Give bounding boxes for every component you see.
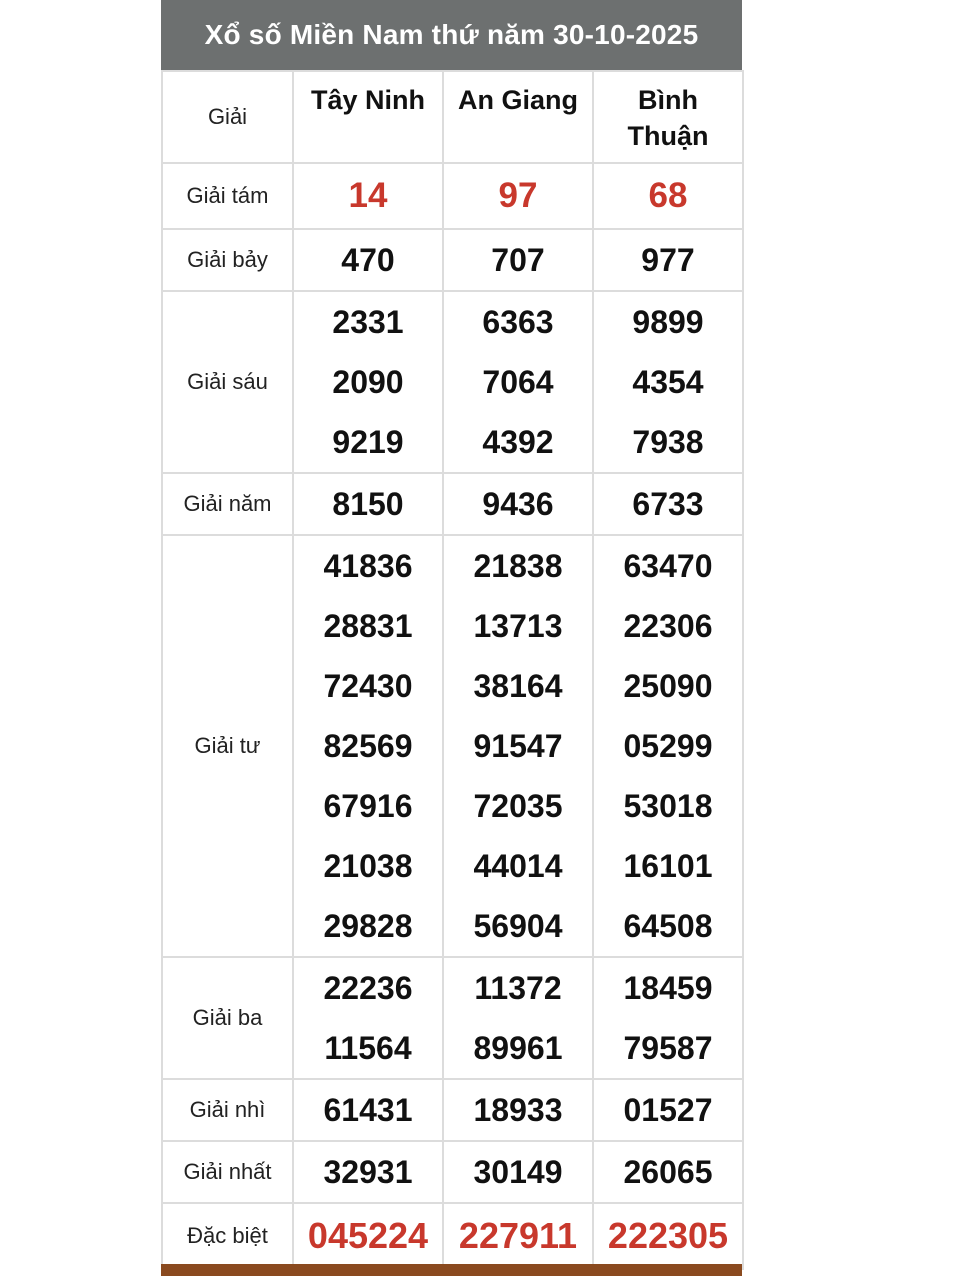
prize-row-giai-ba (162, 957, 743, 1079)
prize-number: 05299 (623, 728, 713, 764)
prize-number: 82569 (323, 728, 413, 764)
prize-cell (593, 291, 743, 473)
prize-cell (593, 1203, 743, 1269)
prize-label: Giải sáu (162, 291, 293, 473)
prize-number: 977 (641, 242, 695, 278)
prize-number: 6363 (482, 304, 554, 340)
prize-number: 41836 (323, 548, 413, 584)
prize-number: 18933 (473, 1092, 563, 1128)
prize-label: Giải nhì (162, 1079, 293, 1141)
page-title: Xổ số Miền Nam thứ năm 30-10-2025 (161, 0, 742, 70)
prize-cell (443, 535, 593, 957)
footer-bar (161, 1264, 742, 1276)
prize-label: Giải bảy (162, 229, 293, 291)
prize-number: 68 (648, 176, 688, 215)
prize-number: 72035 (473, 788, 563, 824)
prize-number: 53018 (623, 788, 713, 824)
prize-number: 28831 (323, 608, 413, 644)
prize-number: 25090 (623, 668, 713, 704)
prize-cell (443, 229, 593, 291)
prize-number: 11564 (324, 1030, 412, 1066)
prize-number: 22236 (323, 970, 413, 1006)
prize-number: 32931 (323, 1154, 413, 1190)
prize-number: 14 (348, 176, 388, 215)
prize-number: 21038 (323, 848, 413, 884)
prize-number: 470 (341, 242, 395, 278)
prize-number: 38164 (473, 668, 563, 704)
prize-cell (293, 1203, 443, 1269)
prize-number: 6733 (632, 486, 704, 522)
prize-cell (593, 229, 743, 291)
special-prize-number: 227911 (458, 1215, 578, 1256)
prize-cell (293, 957, 443, 1079)
prize-cell (443, 957, 593, 1079)
prize-cell (293, 163, 443, 229)
prize-cell (593, 1079, 743, 1141)
prize-row-dac-biet (162, 1203, 743, 1269)
prize-cell (443, 163, 593, 229)
prize-number: 22306 (623, 608, 713, 644)
prize-cell (443, 1079, 593, 1141)
prize-column-header: Giải (162, 71, 293, 163)
prize-number: 61431 (323, 1092, 413, 1128)
prize-number: 72430 (323, 668, 413, 704)
prize-number: 30149 (473, 1154, 563, 1190)
prize-row-giai-bay (162, 229, 743, 291)
prize-number: 21838 (473, 548, 563, 584)
prize-cell (293, 291, 443, 473)
prize-label: Giải ba (162, 957, 293, 1079)
prize-row-giai-nhi (162, 1079, 743, 1141)
header-row (162, 71, 743, 163)
prize-number: 707 (491, 242, 545, 278)
prize-cell (293, 1141, 443, 1203)
prize-row-giai-nhat (162, 1141, 743, 1203)
prize-number: 11372 (474, 970, 562, 1006)
prize-cell (443, 1141, 593, 1203)
prize-number: 2090 (332, 364, 404, 400)
special-prize-number: 045224 (307, 1215, 429, 1256)
province-header-binh-thuan[interactable]: Bình Thuận (593, 71, 743, 163)
prize-row-giai-tam (162, 163, 743, 229)
prize-row-giai-tu (162, 535, 743, 957)
special-prize-number: 222305 (607, 1215, 729, 1256)
prize-number: 26065 (623, 1154, 713, 1190)
prize-number: 79587 (623, 1030, 713, 1066)
prize-number: 9219 (332, 424, 404, 460)
prize-cell (293, 229, 443, 291)
prize-number: 63470 (623, 548, 713, 584)
prize-cell (593, 163, 743, 229)
prize-number: 4392 (482, 424, 554, 460)
prize-label: Đặc biệt (162, 1203, 293, 1269)
prize-cell (593, 1141, 743, 1203)
prize-number: 64508 (623, 908, 713, 944)
prize-cell (293, 1079, 443, 1141)
prize-cell (443, 1203, 593, 1269)
prize-number: 7938 (632, 424, 704, 460)
prize-row-giai-nam (162, 473, 743, 535)
prize-cell (293, 535, 443, 957)
prize-number: 44014 (473, 848, 563, 884)
prize-number: 91547 (473, 728, 563, 764)
prize-cell (593, 957, 743, 1079)
prize-number: 9436 (482, 486, 554, 522)
results-table (161, 70, 744, 1270)
prize-number: 97 (498, 176, 538, 215)
prize-label: Giải tư (162, 535, 293, 957)
prize-number: 4354 (632, 364, 704, 400)
prize-cell (443, 473, 593, 535)
prize-cell (293, 473, 443, 535)
results-sheet (161, 0, 742, 1270)
province-header-tay-ninh[interactable]: Tây Ninh (293, 71, 443, 163)
prize-number: 01527 (623, 1092, 713, 1128)
prize-number: 67916 (323, 788, 413, 824)
prize-label: Giải năm (162, 473, 293, 535)
prize-number: 9899 (632, 304, 704, 340)
prize-number: 16101 (623, 848, 713, 884)
prize-number: 7064 (482, 364, 554, 400)
prize-number: 29828 (323, 908, 413, 944)
prize-label: Giải tám (162, 163, 293, 229)
prize-cell (593, 535, 743, 957)
prize-number: 13713 (473, 608, 563, 644)
province-header-an-giang[interactable]: An Giang (443, 71, 593, 163)
prize-row-giai-sau (162, 291, 743, 473)
prize-number: 89961 (473, 1030, 563, 1066)
prize-number: 18459 (623, 970, 713, 1006)
prize-cell (593, 473, 743, 535)
prize-cell (443, 291, 593, 473)
prize-number: 8150 (332, 486, 404, 522)
prize-number: 2331 (332, 304, 404, 340)
prize-number: 56904 (473, 908, 563, 944)
prize-label: Giải nhất (162, 1141, 293, 1203)
